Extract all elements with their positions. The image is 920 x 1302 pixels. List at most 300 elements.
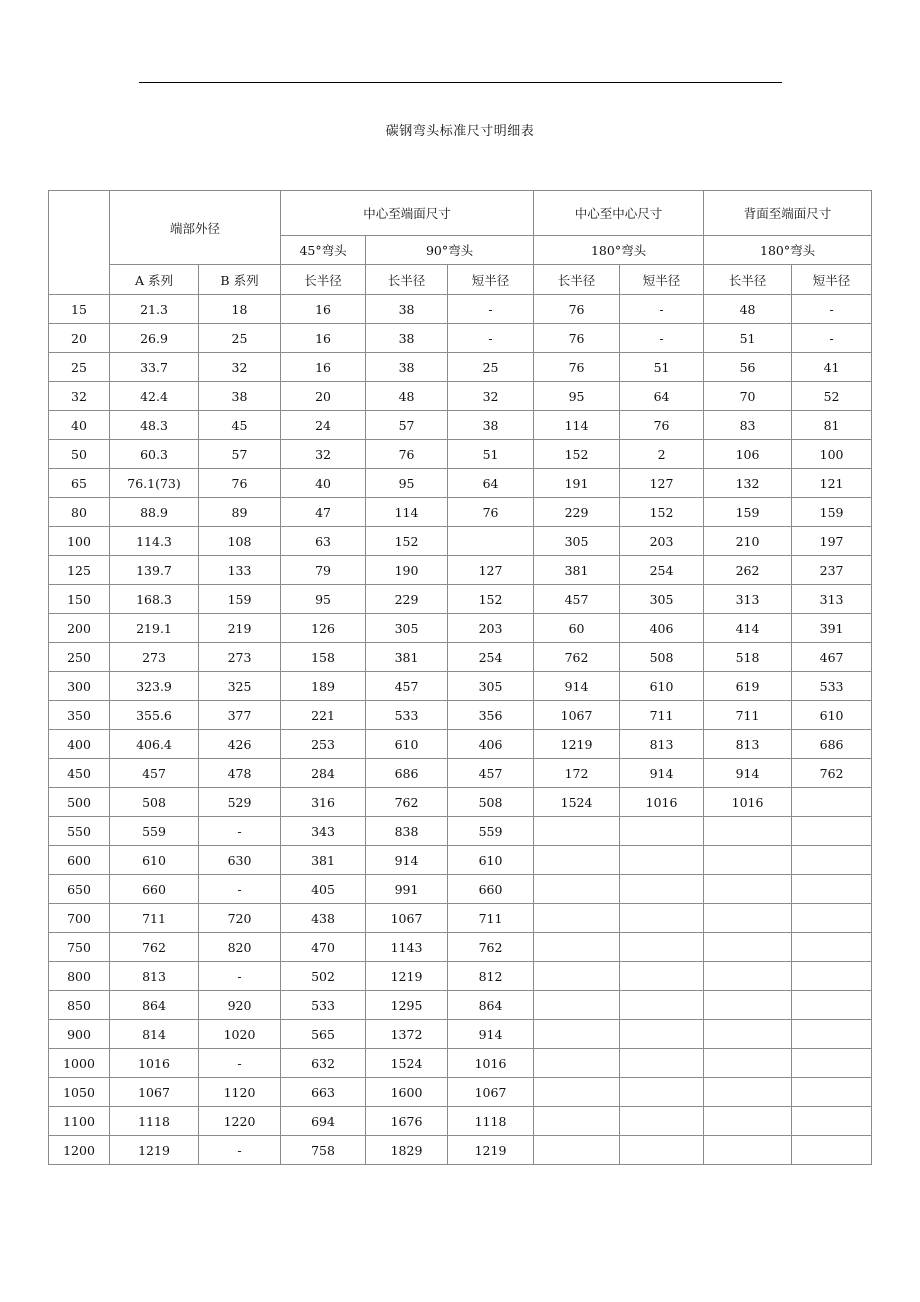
back-end-short-cell <box>792 1049 872 1078</box>
table-row <box>49 730 872 759</box>
series-a-cell: 76.1(73) <box>110 469 199 498</box>
center-center-long-cell: 76 <box>534 353 620 382</box>
back-end-long-cell: 262 <box>704 556 792 585</box>
center-center-long-cell <box>534 991 620 1020</box>
elbow-45-long-radius-header: 长半径 <box>281 265 366 295</box>
center-center-short-cell: - <box>620 295 704 324</box>
center-center-short-cell: 51 <box>620 353 704 382</box>
center-center-long-cell: 305 <box>534 527 620 556</box>
elbow-90-long-cell: 610 <box>366 730 448 759</box>
table-row <box>49 585 872 614</box>
center-center-short-cell <box>620 1049 704 1078</box>
elbow-90-short-cell: 356 <box>448 701 534 730</box>
elbow-90-long-cell: 457 <box>366 672 448 701</box>
elbow-90-short-cell: 152 <box>448 585 534 614</box>
elbow-45-long-cell: 253 <box>281 730 366 759</box>
elbow-90-short-cell: 38 <box>448 411 534 440</box>
back-end-long-cell <box>704 991 792 1020</box>
series-a-cell: 660 <box>110 875 199 904</box>
center-center-short-cell: 2 <box>620 440 704 469</box>
table-row <box>49 875 872 904</box>
elbow-90-short-cell <box>448 527 534 556</box>
center-center-long-cell: 152 <box>534 440 620 469</box>
nominal-size-cell: 125 <box>49 556 110 585</box>
back-end-long-cell <box>704 1049 792 1078</box>
elbow-45-long-cell: 565 <box>281 1020 366 1049</box>
table-row <box>49 1136 872 1165</box>
elbow-90-short-cell: 254 <box>448 643 534 672</box>
center-center-short-cell: 508 <box>620 643 704 672</box>
elbow-90-short-cell: 1219 <box>448 1136 534 1165</box>
center-center-short-cell <box>620 1107 704 1136</box>
nominal-size-header-cell <box>49 191 110 295</box>
elbow-180-center-header: 180°弯头 <box>534 236 704 265</box>
table-row <box>49 933 872 962</box>
series-b-cell: 377 <box>199 701 281 730</box>
elbow-45-long-cell: 16 <box>281 353 366 382</box>
header-rule <box>139 82 782 83</box>
elbow-90-short-cell: - <box>448 324 534 353</box>
elbow-90-short-cell: 508 <box>448 788 534 817</box>
center-center-short-cell: 711 <box>620 701 704 730</box>
elbow-45-long-cell: 316 <box>281 788 366 817</box>
back-end-short-cell <box>792 875 872 904</box>
series-b-cell: 45 <box>199 411 281 440</box>
series-b-cell: 920 <box>199 991 281 1020</box>
series-a-cell: 610 <box>110 846 199 875</box>
elbow-90-short-cell: 1016 <box>448 1049 534 1078</box>
table-row <box>49 324 872 353</box>
back-end-short-cell: 533 <box>792 672 872 701</box>
series-a-cell: 1118 <box>110 1107 199 1136</box>
elbow-45-long-cell: 189 <box>281 672 366 701</box>
back-end-short-cell <box>792 846 872 875</box>
nominal-size-cell: 1200 <box>49 1136 110 1165</box>
center-center-long-cell: 1219 <box>534 730 620 759</box>
nominal-size-cell: 150 <box>49 585 110 614</box>
series-b-cell: 89 <box>199 498 281 527</box>
series-a-cell: 355.6 <box>110 701 199 730</box>
elbow-90-long-cell: 1524 <box>366 1049 448 1078</box>
elbow-90-long-cell: 1219 <box>366 962 448 991</box>
elbow-90-long-cell: 305 <box>366 614 448 643</box>
series-a-cell: 1016 <box>110 1049 199 1078</box>
center-center-short-cell: 813 <box>620 730 704 759</box>
center-center-long-cell <box>534 1049 620 1078</box>
elbow-90-short-cell: 1067 <box>448 1078 534 1107</box>
series-b-cell: 630 <box>199 846 281 875</box>
center-center-short-cell: 76 <box>620 411 704 440</box>
elbow-90-short-cell: 406 <box>448 730 534 759</box>
elbow-90-long-cell: 533 <box>366 701 448 730</box>
series-b-cell: 159 <box>199 585 281 614</box>
nominal-size-cell: 600 <box>49 846 110 875</box>
series-a-cell: 219.1 <box>110 614 199 643</box>
series-a-cell: 1219 <box>110 1136 199 1165</box>
series-a-cell: 168.3 <box>110 585 199 614</box>
series-b-cell: 273 <box>199 643 281 672</box>
elbow-45-long-cell: 438 <box>281 904 366 933</box>
center-center-long-cell: 172 <box>534 759 620 788</box>
center-to-end-header: 中心至端面尺寸 <box>281 191 534 236</box>
elbow-90-long-cell: 1067 <box>366 904 448 933</box>
elbow-45-long-cell: 158 <box>281 643 366 672</box>
series-a-cell: 273 <box>110 643 199 672</box>
elbow-45-long-cell: 284 <box>281 759 366 788</box>
series-a-cell: 457 <box>110 759 199 788</box>
series-b-cell: - <box>199 962 281 991</box>
back-end-long-cell <box>704 1107 792 1136</box>
back-end-long-cell: 1016 <box>704 788 792 817</box>
center-center-short-cell: 203 <box>620 527 704 556</box>
elbow-45-long-cell: 470 <box>281 933 366 962</box>
center-center-long-cell: 381 <box>534 556 620 585</box>
table-row <box>49 672 872 701</box>
nominal-size-cell: 100 <box>49 527 110 556</box>
elbow-90-long-cell: 1829 <box>366 1136 448 1165</box>
back-to-end-header: 背面至端面尺寸 <box>704 191 872 236</box>
center-center-short-cell <box>620 962 704 991</box>
table-row <box>49 1020 872 1049</box>
back-end-short-cell <box>792 904 872 933</box>
table-row <box>49 817 872 846</box>
back-end-long-cell <box>704 846 792 875</box>
back-end-long-cell <box>704 904 792 933</box>
back-end-short-cell <box>792 817 872 846</box>
series-b-cell: 108 <box>199 527 281 556</box>
back-end-long-cell: 210 <box>704 527 792 556</box>
nominal-size-cell: 400 <box>49 730 110 759</box>
back-end-long-cell: 518 <box>704 643 792 672</box>
center-center-long-cell: 1067 <box>534 701 620 730</box>
center-center-long-cell: 1524 <box>534 788 620 817</box>
table-body <box>49 295 872 1165</box>
back-end-long-cell: 83 <box>704 411 792 440</box>
elbow-90-short-cell: 1118 <box>448 1107 534 1136</box>
elbow-90-long-cell: 381 <box>366 643 448 672</box>
back-end-short-cell: 762 <box>792 759 872 788</box>
elbow-90-long-cell: 1372 <box>366 1020 448 1049</box>
series-b-cell: 219 <box>199 614 281 643</box>
elbow-90-long-cell: 48 <box>366 382 448 411</box>
back-end-short-cell <box>792 788 872 817</box>
table-row <box>49 643 872 672</box>
back-end-long-cell <box>704 1020 792 1049</box>
table-row <box>49 701 872 730</box>
series-a-cell: 88.9 <box>110 498 199 527</box>
center-center-long-cell <box>534 1107 620 1136</box>
back-end-short-cell: 467 <box>792 643 872 672</box>
nominal-size-cell: 750 <box>49 933 110 962</box>
elbow-90-short-cell: 559 <box>448 817 534 846</box>
back-end-short-cell: 159 <box>792 498 872 527</box>
elbow-180-back-header: 180°弯头 <box>704 236 872 265</box>
series-b-cell: - <box>199 1049 281 1078</box>
series-b-cell: 1220 <box>199 1107 281 1136</box>
elbow-90-long-cell: 114 <box>366 498 448 527</box>
nominal-size-cell: 900 <box>49 1020 110 1049</box>
back-end-long-cell: 51 <box>704 324 792 353</box>
center-center-short-cell: 610 <box>620 672 704 701</box>
center-center-long-cell: 229 <box>534 498 620 527</box>
center-center-short-cell: 914 <box>620 759 704 788</box>
center-center-long-cell: 191 <box>534 469 620 498</box>
nominal-size-cell: 32 <box>49 382 110 411</box>
elbow-45-long-cell: 381 <box>281 846 366 875</box>
center-center-short-cell <box>620 1136 704 1165</box>
series-a-cell: 864 <box>110 991 199 1020</box>
elbow-90-long-cell: 762 <box>366 788 448 817</box>
center-center-long-cell: 95 <box>534 382 620 411</box>
back-end-long-cell: 106 <box>704 440 792 469</box>
series-a-header: A 系列 <box>110 265 199 295</box>
table-row <box>49 788 872 817</box>
center-center-long-cell <box>534 817 620 846</box>
elbow-90-long-cell: 57 <box>366 411 448 440</box>
elbow-90-header: 90°弯头 <box>366 236 534 265</box>
elbow-45-long-cell: 24 <box>281 411 366 440</box>
elbow-45-long-cell: 533 <box>281 991 366 1020</box>
back-end-short-cell: - <box>792 295 872 324</box>
series-a-cell: 711 <box>110 904 199 933</box>
back-end-long-cell: 711 <box>704 701 792 730</box>
series-a-cell: 139.7 <box>110 556 199 585</box>
back-end-short-cell: 197 <box>792 527 872 556</box>
center-center-short-cell <box>620 817 704 846</box>
back-end-long-cell: 56 <box>704 353 792 382</box>
elbow-90-long-cell: 838 <box>366 817 448 846</box>
table-row <box>49 904 872 933</box>
series-b-cell: 32 <box>199 353 281 382</box>
series-a-cell: 48.3 <box>110 411 199 440</box>
table-row <box>49 469 872 498</box>
back-end-long-radius-header: 长半径 <box>704 265 792 295</box>
elbow-90-short-cell: 914 <box>448 1020 534 1049</box>
series-b-cell: 18 <box>199 295 281 324</box>
series-b-cell: - <box>199 875 281 904</box>
elbow-90-short-cell: 610 <box>448 846 534 875</box>
center-center-long-cell <box>534 1136 620 1165</box>
elbow-90-short-cell: 457 <box>448 759 534 788</box>
back-end-long-cell: 313 <box>704 585 792 614</box>
series-b-cell: 76 <box>199 469 281 498</box>
nominal-size-cell: 850 <box>49 991 110 1020</box>
elbow-45-long-cell: 663 <box>281 1078 366 1107</box>
nominal-size-cell: 1100 <box>49 1107 110 1136</box>
elbow-45-long-cell: 126 <box>281 614 366 643</box>
table-row <box>49 759 872 788</box>
center-center-short-cell: 406 <box>620 614 704 643</box>
back-end-short-cell: 52 <box>792 382 872 411</box>
back-end-short-cell: 237 <box>792 556 872 585</box>
center-center-long-cell <box>534 1078 620 1107</box>
series-b-cell: - <box>199 1136 281 1165</box>
table-row <box>49 991 872 1020</box>
nominal-size-cell: 650 <box>49 875 110 904</box>
back-end-short-cell <box>792 991 872 1020</box>
series-b-cell: 25 <box>199 324 281 353</box>
series-b-header: B 系列 <box>199 265 281 295</box>
elbow-90-short-cell: - <box>448 295 534 324</box>
elbow-90-short-cell: 32 <box>448 382 534 411</box>
series-a-cell: 508 <box>110 788 199 817</box>
series-b-cell: 133 <box>199 556 281 585</box>
elbow-90-long-cell: 914 <box>366 846 448 875</box>
series-b-cell: 820 <box>199 933 281 962</box>
series-a-cell: 60.3 <box>110 440 199 469</box>
series-a-cell: 1067 <box>110 1078 199 1107</box>
center-center-long-cell <box>534 933 620 962</box>
table-row <box>49 411 872 440</box>
center-center-short-cell <box>620 991 704 1020</box>
nominal-size-cell: 25 <box>49 353 110 382</box>
elbow-90-short-radius-header: 短半径 <box>448 265 534 295</box>
elbow-dimension-table <box>48 190 872 1165</box>
elbow-90-long-cell: 1600 <box>366 1078 448 1107</box>
elbow-45-long-cell: 47 <box>281 498 366 527</box>
center-center-short-cell <box>620 875 704 904</box>
table-row <box>49 498 872 527</box>
back-end-short-cell: 391 <box>792 614 872 643</box>
center-center-short-radius-header: 短半径 <box>620 265 704 295</box>
page-title: 碳钢弯头标准尺寸明细表 <box>385 124 535 139</box>
elbow-90-long-cell: 76 <box>366 440 448 469</box>
nominal-size-cell: 250 <box>49 643 110 672</box>
center-center-short-cell: 254 <box>620 556 704 585</box>
elbow-90-short-cell: 864 <box>448 991 534 1020</box>
nominal-size-cell: 65 <box>49 469 110 498</box>
elbow-45-long-cell: 16 <box>281 295 366 324</box>
elbow-90-long-cell: 1143 <box>366 933 448 962</box>
back-end-short-cell <box>792 933 872 962</box>
center-center-short-cell <box>620 846 704 875</box>
back-end-long-cell <box>704 1078 792 1107</box>
elbow-90-long-cell: 95 <box>366 469 448 498</box>
back-end-long-cell: 70 <box>704 382 792 411</box>
back-end-long-cell <box>704 1136 792 1165</box>
center-center-short-cell: 305 <box>620 585 704 614</box>
back-end-long-cell <box>704 933 792 962</box>
nominal-size-cell: 550 <box>49 817 110 846</box>
series-b-cell: 1120 <box>199 1078 281 1107</box>
center-center-short-cell: 127 <box>620 469 704 498</box>
elbow-90-long-cell: 190 <box>366 556 448 585</box>
back-end-long-cell <box>704 875 792 904</box>
elbow-90-short-cell: 660 <box>448 875 534 904</box>
nominal-size-cell: 500 <box>49 788 110 817</box>
center-center-short-cell: 1016 <box>620 788 704 817</box>
elbow-90-short-cell: 25 <box>448 353 534 382</box>
nominal-size-cell: 1000 <box>49 1049 110 1078</box>
elbow-45-long-cell: 16 <box>281 324 366 353</box>
center-center-short-cell: - <box>620 324 704 353</box>
table-row <box>49 382 872 411</box>
back-end-long-cell <box>704 962 792 991</box>
elbow-45-long-cell: 63 <box>281 527 366 556</box>
elbow-90-long-cell: 1676 <box>366 1107 448 1136</box>
back-end-long-cell: 159 <box>704 498 792 527</box>
nominal-size-cell: 40 <box>49 411 110 440</box>
elbow-90-long-cell: 38 <box>366 324 448 353</box>
center-center-long-cell <box>534 962 620 991</box>
nominal-size-cell: 1050 <box>49 1078 110 1107</box>
back-end-long-cell <box>704 817 792 846</box>
center-center-short-cell: 152 <box>620 498 704 527</box>
series-b-cell: 1020 <box>199 1020 281 1049</box>
back-end-short-cell: 610 <box>792 701 872 730</box>
series-b-cell: 57 <box>199 440 281 469</box>
elbow-45-long-cell: 632 <box>281 1049 366 1078</box>
elbow-45-header: 45°弯头 <box>281 236 366 265</box>
series-b-cell: 478 <box>199 759 281 788</box>
back-end-long-cell: 132 <box>704 469 792 498</box>
table-row <box>49 440 872 469</box>
table-row <box>49 353 872 382</box>
series-a-cell: 26.9 <box>110 324 199 353</box>
elbow-45-long-cell: 20 <box>281 382 366 411</box>
series-b-cell: 720 <box>199 904 281 933</box>
series-a-cell: 21.3 <box>110 295 199 324</box>
series-a-cell: 42.4 <box>110 382 199 411</box>
series-a-cell: 559 <box>110 817 199 846</box>
center-center-long-cell: 114 <box>534 411 620 440</box>
elbow-45-long-cell: 40 <box>281 469 366 498</box>
elbow-90-short-cell: 762 <box>448 933 534 962</box>
nominal-size-cell: 700 <box>49 904 110 933</box>
center-center-short-cell: 64 <box>620 382 704 411</box>
series-a-cell: 762 <box>110 933 199 962</box>
elbow-90-long-cell: 991 <box>366 875 448 904</box>
series-a-cell: 406.4 <box>110 730 199 759</box>
table-row <box>49 1107 872 1136</box>
center-center-short-cell <box>620 1078 704 1107</box>
elbow-90-short-cell: 203 <box>448 614 534 643</box>
series-b-cell: 38 <box>199 382 281 411</box>
center-center-long-cell: 76 <box>534 295 620 324</box>
elbow-90-short-cell: 812 <box>448 962 534 991</box>
center-center-long-cell <box>534 875 620 904</box>
back-end-long-cell: 813 <box>704 730 792 759</box>
back-end-short-cell <box>792 1107 872 1136</box>
elbow-45-long-cell: 405 <box>281 875 366 904</box>
nominal-size-cell: 80 <box>49 498 110 527</box>
center-center-short-cell <box>620 933 704 962</box>
elbow-90-long-cell: 1295 <box>366 991 448 1020</box>
table-row <box>49 1078 872 1107</box>
back-end-long-cell: 48 <box>704 295 792 324</box>
series-a-cell: 114.3 <box>110 527 199 556</box>
elbow-90-short-cell: 76 <box>448 498 534 527</box>
series-a-cell: 813 <box>110 962 199 991</box>
elbow-90-short-cell: 127 <box>448 556 534 585</box>
nominal-size-cell: 50 <box>49 440 110 469</box>
center-center-long-cell: 457 <box>534 585 620 614</box>
series-b-cell: 529 <box>199 788 281 817</box>
table-row <box>49 614 872 643</box>
nominal-size-cell: 450 <box>49 759 110 788</box>
elbow-90-long-cell: 152 <box>366 527 448 556</box>
series-b-cell: 325 <box>199 672 281 701</box>
center-center-long-cell <box>534 904 620 933</box>
back-end-short-cell: 313 <box>792 585 872 614</box>
center-center-long-cell: 76 <box>534 324 620 353</box>
nominal-size-cell: 300 <box>49 672 110 701</box>
back-end-long-cell: 619 <box>704 672 792 701</box>
elbow-90-long-radius-header: 长半径 <box>366 265 448 295</box>
table-row <box>49 1049 872 1078</box>
series-a-cell: 33.7 <box>110 353 199 382</box>
nominal-size-cell: 800 <box>49 962 110 991</box>
